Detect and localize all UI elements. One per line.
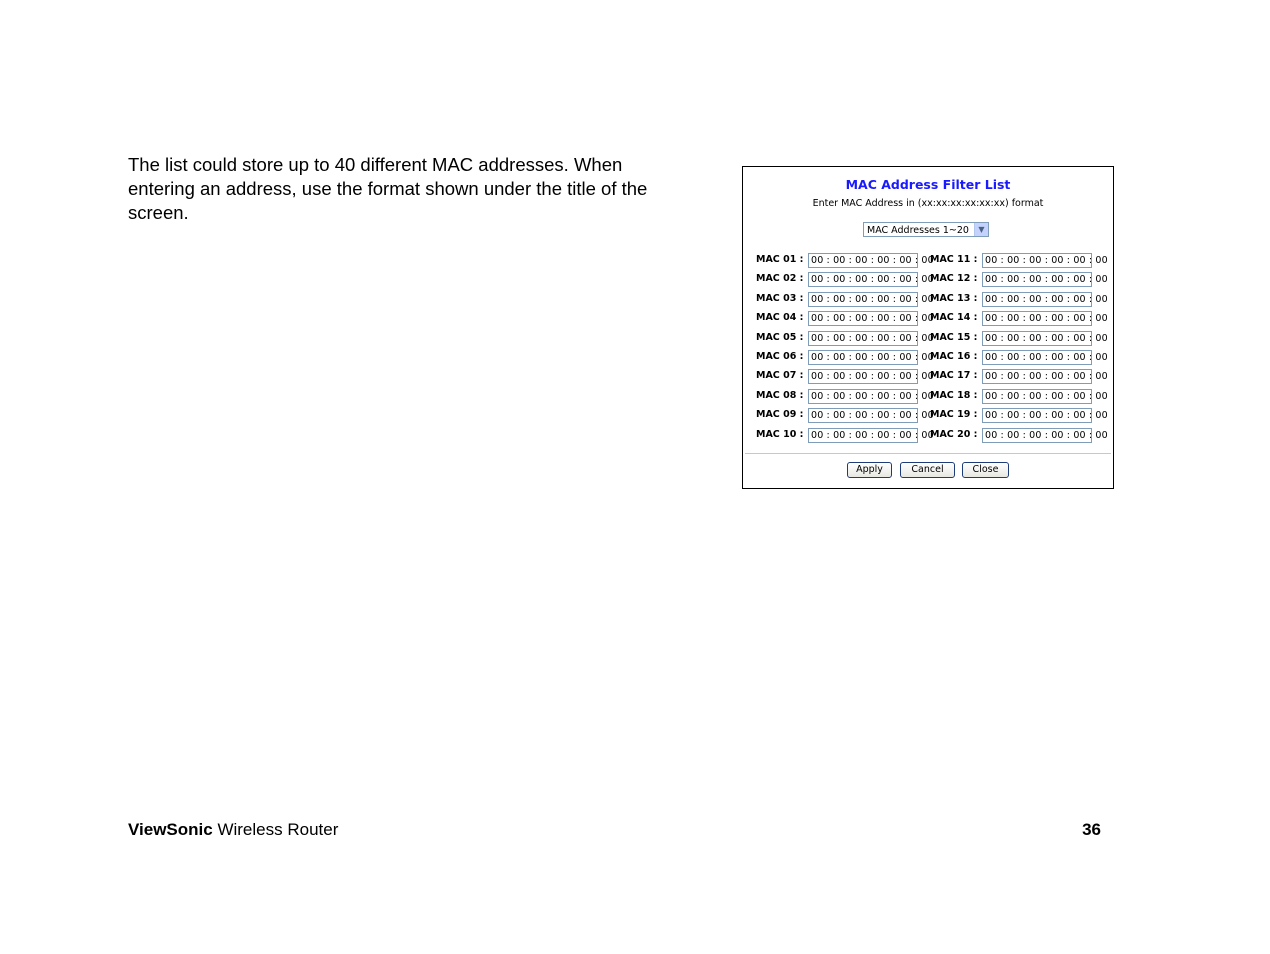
mac-range-select-value: MAC Addresses 1~20 — [867, 225, 969, 236]
mac-row — [930, 369, 1270, 385]
mac-row — [930, 331, 1270, 347]
intro-paragraph: The list could store up to 40 different MAC addresses. When entering an address, use the format shown under the title of the screen. — [128, 154, 648, 223]
mac-label: MAC 06 : — [756, 351, 804, 362]
mac-label: MAC 02 : — [756, 273, 804, 285]
mac-row — [930, 408, 1270, 424]
mac-address-input[interactable]: 00 : 00 : 00 : 00 : 00 : 00 — [982, 389, 1092, 404]
mac-row — [930, 292, 1270, 308]
mac-address-input[interactable]: 00 : 00 : 00 : 00 : 00 : 00 — [808, 389, 918, 404]
format-hint: Enter MAC Address in (xx:xx:xx:xx:xx:xx) format — [812, 198, 1044, 209]
mac-label: MAC 19 : — [930, 409, 978, 421]
apply-button[interactable]: Apply — [847, 462, 892, 478]
brand-name: ViewSonic — [128, 820, 213, 839]
mac-row — [930, 253, 1270, 269]
product-name: Wireless Router — [212, 820, 339, 839]
mac-label: MAC 09 : — [756, 409, 804, 421]
mac-row — [930, 350, 1270, 366]
mac-range-select[interactable] — [863, 222, 989, 237]
mac-address-input[interactable]: 00 : 00 : 00 : 00 : 00 : 00 — [808, 331, 918, 346]
chevron-down-icon[interactable]: ▼ — [974, 223, 988, 236]
mac-label: MAC 01 : — [756, 254, 804, 265]
footer-brand — [128, 820, 338, 840]
mac-address-input[interactable]: 00 : 00 : 00 : 00 : 00 : 00 — [982, 272, 1092, 287]
mac-address-input[interactable]: 00 : 00 : 00 : 00 : 00 : 00 — [808, 408, 918, 423]
page-number: 36 — [1082, 820, 1101, 839]
mac-label: MAC 04 : — [756, 312, 804, 324]
mac-label: MAC 07 : — [756, 370, 804, 382]
mac-label: MAC 18 : — [930, 389, 978, 401]
mac-address-input[interactable]: 00 : 00 : 00 : 00 : 00 : 00 — [982, 350, 1092, 365]
mac-row — [930, 311, 1270, 327]
mac-address-input[interactable]: 00 : 00 : 00 : 00 : 00 : 00 — [982, 253, 1092, 268]
mac-label: MAC 17 : — [930, 370, 978, 382]
mac-address-input[interactable]: 00 : 00 : 00 : 00 : 00 : 00 — [808, 428, 918, 443]
cancel-button[interactable]: Cancel — [900, 462, 955, 478]
mac-label: MAC 13 : — [930, 292, 978, 304]
button-bar-divider — [745, 453, 1111, 454]
mac-address-input[interactable]: 00 : 00 : 00 : 00 : 00 : 00 — [808, 292, 918, 307]
mac-address-input[interactable]: 00 : 00 : 00 : 00 : 00 : 00 — [982, 311, 1092, 326]
mac-label: MAC 20 : — [930, 428, 978, 440]
mac-label: MAC 15 : — [930, 331, 978, 343]
mac-address-input[interactable]: 00 : 00 : 00 : 00 : 00 : 00 — [982, 369, 1092, 384]
mac-label: MAC 12 : — [930, 273, 978, 285]
mac-label: MAC 14 : — [930, 312, 978, 324]
mac-label: MAC 05 : — [756, 331, 804, 343]
mac-label: MAC 08 : — [756, 389, 804, 401]
mac-address-input[interactable]: 00 : 00 : 00 : 00 : 00 : 00 — [808, 253, 918, 268]
mac-address-input[interactable]: 00 : 00 : 00 : 00 : 00 : 00 — [982, 292, 1092, 307]
dialog-title: MAC Address Filter List — [845, 177, 1011, 192]
mac-label: MAC 11 : — [930, 254, 978, 265]
mac-filter-screenshot — [742, 166, 1114, 489]
mac-label: MAC 03 : — [756, 292, 804, 304]
mac-address-input[interactable]: 00 : 00 : 00 : 00 : 00 : 00 — [808, 311, 918, 326]
mac-address-input[interactable]: 00 : 00 : 00 : 00 : 00 : 00 — [982, 408, 1092, 423]
mac-row — [930, 272, 1270, 288]
mac-label: MAC 10 : — [756, 428, 804, 440]
mac-label: MAC 16 : — [930, 351, 978, 362]
mac-address-input[interactable]: 00 : 00 : 00 : 00 : 00 : 00 — [808, 369, 918, 384]
mac-address-input[interactable]: 00 : 00 : 00 : 00 : 00 : 00 — [982, 331, 1092, 346]
mac-row — [930, 428, 1270, 444]
mac-address-input[interactable]: 00 : 00 : 00 : 00 : 00 : 00 — [808, 272, 918, 287]
mac-address-input[interactable]: 00 : 00 : 00 : 00 : 00 : 00 — [982, 428, 1092, 443]
close-button[interactable]: Close — [962, 462, 1009, 478]
mac-address-input[interactable]: 00 : 00 : 00 : 00 : 00 : 00 — [808, 350, 918, 365]
mac-row — [930, 389, 1270, 405]
